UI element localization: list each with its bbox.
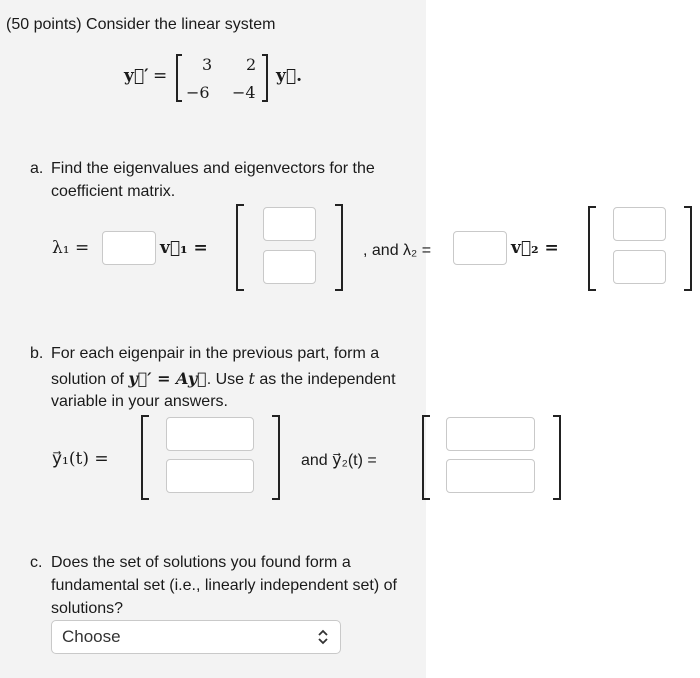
v1-input-2[interactable] — [263, 250, 316, 284]
v1-left-bracket — [236, 204, 244, 291]
part-b-line3: variable in your answers. — [51, 393, 228, 410]
y1-input-1[interactable] — [166, 417, 254, 451]
v1-right-bracket — [335, 204, 343, 291]
part-b-line2-pre: solution of — [51, 371, 124, 388]
part-a-line1: Find the eigenvalues and eigenvectors for the — [51, 160, 375, 177]
matrix-a11: 3 — [202, 55, 213, 74]
and-lambda2-label: , and λ₂ = — [363, 242, 432, 259]
part-c-label: c. — [30, 554, 43, 571]
matrix-a22: −4 — [232, 83, 256, 102]
y2-left-bracket — [422, 415, 430, 500]
part-b-line2 — [51, 368, 396, 391]
matrix-a12: 2 — [246, 55, 257, 74]
system-rhs: y⃗. — [276, 66, 302, 86]
select-chevron-icon — [317, 627, 329, 648]
lambda2-input[interactable] — [453, 231, 507, 265]
part-c-line3: solutions? — [51, 600, 124, 617]
v2-input-2[interactable] — [613, 250, 666, 284]
part-c-line1: Does the set of solutions you found form a — [51, 554, 351, 571]
fundamental-set-select[interactable] — [51, 620, 341, 654]
part-b-line2-t: t — [248, 369, 255, 388]
part-a-label: a. — [30, 160, 44, 177]
part-a-line2: coefficient matrix. — [51, 183, 176, 200]
y1-right-bracket — [272, 415, 280, 500]
y2-input-2[interactable] — [446, 459, 535, 493]
v2-right-bracket — [684, 206, 692, 291]
matrix-a21: −6 — [186, 83, 210, 102]
v1-label: v⃗₁ = — [160, 238, 208, 258]
intro-text: (50 points) Consider the linear system — [6, 16, 276, 33]
and-y2-label: and y⃗₂(t) = — [301, 452, 377, 469]
v2-label: v⃗₂ = — [511, 238, 559, 258]
v2-left-bracket — [588, 206, 596, 291]
y2-right-bracket — [553, 415, 561, 500]
system-matrix-right-bracket — [262, 54, 268, 102]
part-b-line1: For each eigenpair in the previous part, form a — [51, 345, 380, 362]
y1-left-bracket — [141, 415, 149, 500]
y2-input-1[interactable] — [446, 417, 535, 451]
v2-input-1[interactable] — [613, 207, 666, 241]
system-equals: = — [153, 66, 168, 86]
part-b-label: b. — [30, 345, 44, 362]
lambda1-input[interactable] — [102, 231, 156, 265]
system-matrix-left-bracket — [176, 54, 182, 102]
y1-input-2[interactable] — [166, 459, 254, 493]
system-lhs: y⃗′ — [124, 66, 149, 86]
lambda1-label: λ₁ = — [52, 238, 90, 258]
part-c-line2: fundamental set (i.e., linearly independent set) of — [51, 577, 397, 594]
part-b-line2-math: y⃗′ = Ay⃗ — [128, 369, 207, 388]
select-value: Choose — [62, 627, 121, 646]
y1-label: y⃗₁(t) = — [52, 449, 109, 469]
part-b-line2-end: as the independent — [259, 371, 396, 388]
v1-input-1[interactable] — [263, 207, 316, 241]
part-b-line2-post: . Use — [206, 371, 245, 388]
